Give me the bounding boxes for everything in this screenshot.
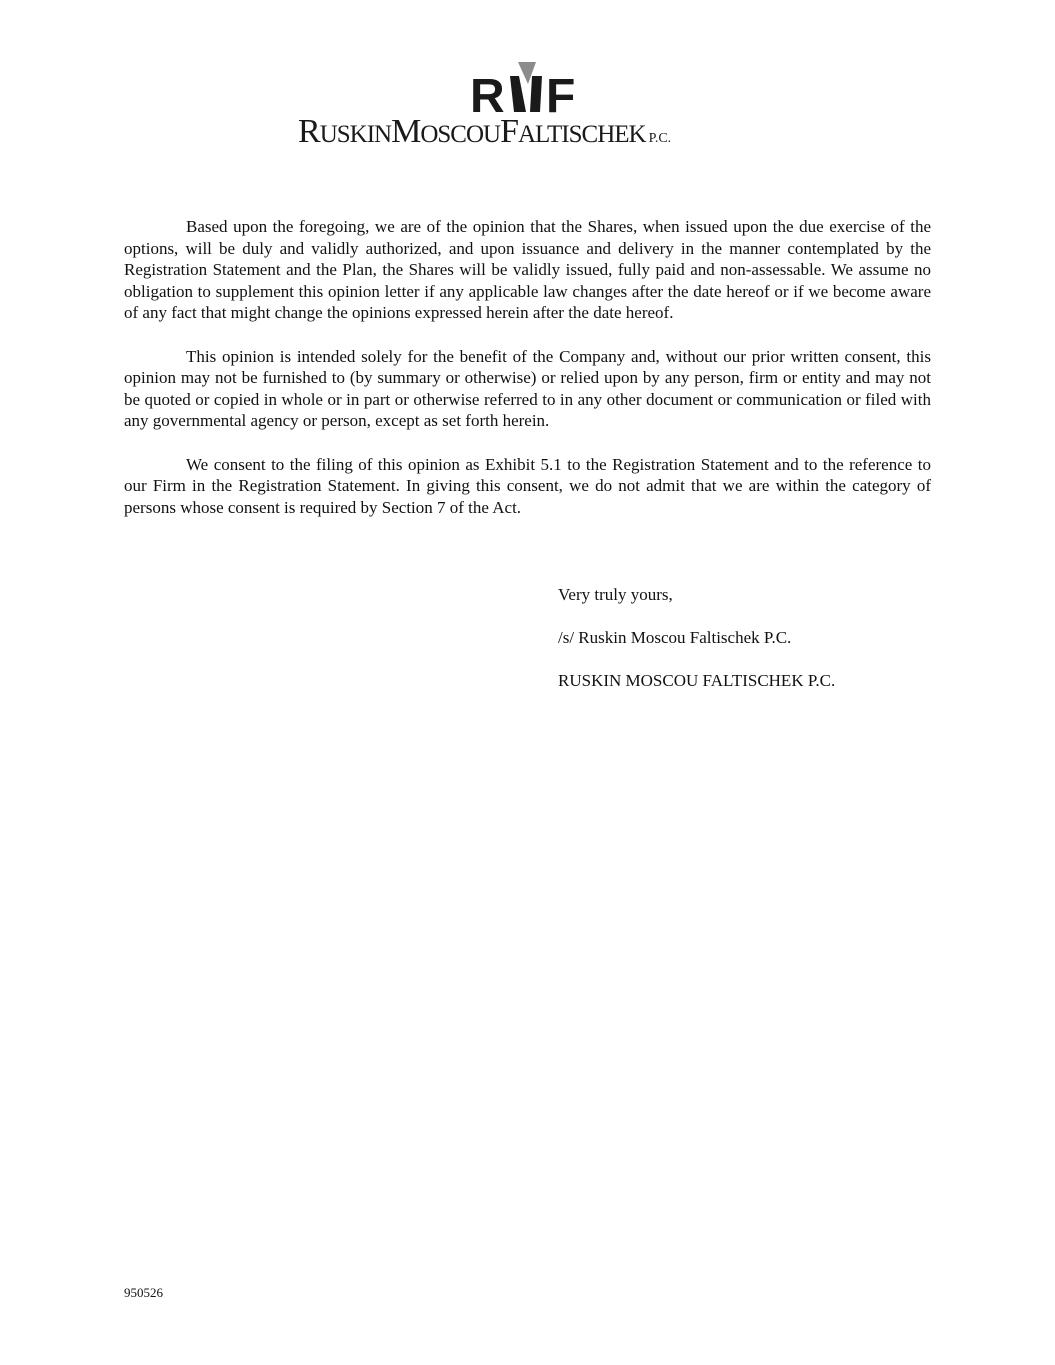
firm-name-part: M — [391, 113, 421, 150]
letter-closing — [558, 584, 835, 714]
benefit-paragraph: This opinion is intended solely for the benefit of the Company and, without our prior written consent, this opinion may not be furnished to (by summary or otherwise) or relied upon by any person, firm or entity and may not be quoted or copied in whole or in part or otherwise referred to in any other document or communication or filed with any governmental agency or person, except as set forth herein. — [124, 346, 931, 431]
firm-name-part: F — [500, 113, 518, 150]
firm-name-part: OSCOU — [420, 121, 501, 148]
monogram-m-left-stroke — [510, 76, 526, 112]
firm-name-part: USKIN — [319, 121, 392, 148]
letter-body — [124, 216, 931, 540]
rmf-monogram — [470, 60, 580, 116]
document-code: 950526 — [124, 1285, 163, 1300]
firm-name-part: ALTISCHEK — [518, 121, 646, 148]
firm-name-part: R — [298, 113, 320, 150]
firm-name-suffix: P.C. — [648, 131, 672, 146]
monogram-r: R — [470, 70, 505, 116]
signatory-name: RUSKIN MOSCOU FALTISCHEK P.C. — [558, 671, 836, 691]
salutation: Very truly yours, — [558, 585, 673, 604]
opinion-paragraph: Based upon the foregoing, we are of the opinion that the Shares, when issued upon the due exercise of the options, will be duly and validly authorized, and upon issuance and delivery in the manner contemplated by the Registration Statement and the Plan, the Shares will be validly issued, fully paid and non-assessable. We assume no obligation to supplement this opinion letter if any applicable law changes after the date hereof or if we become aware of any fact that might change the opinions expressed herein after the date hereof. — [124, 217, 931, 323]
monogram-m-right-stroke — [530, 76, 542, 112]
consent-paragraph: We consent to the filing of this opinion as Exhibit 5.1 to the Registration Statement and to the reference to our Firm in the Registration Statement. In giving this consent, we do not admit that we are within the category of persons whose consent is required by Section 7 of the Act. — [124, 454, 931, 517]
signature-line: /s/ Ruskin Moscou Faltischek P.C. — [558, 628, 792, 648]
monogram-f: F — [546, 70, 576, 116]
rmf-logo-mark — [470, 60, 580, 116]
letterhead — [298, 60, 760, 152]
firm-name-wordmark — [298, 114, 760, 150]
